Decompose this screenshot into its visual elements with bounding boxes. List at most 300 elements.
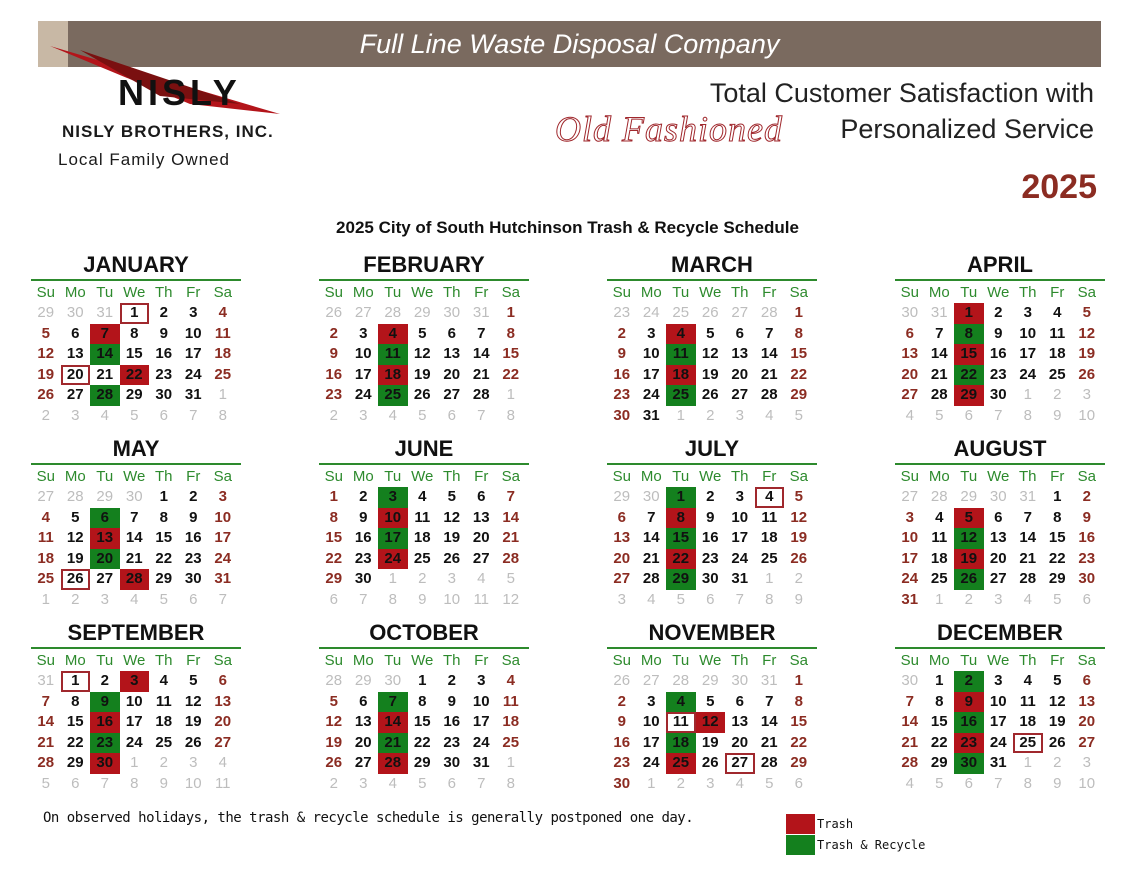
calendar-day: 1 — [666, 487, 696, 508]
calendar-day: 26 — [443, 549, 461, 567]
weekday-header: Th — [442, 468, 461, 485]
adjacent-month-day: 9 — [1053, 774, 1062, 792]
month-august — [895, 434, 1105, 610]
slogan-line-1: Total Customer Satisfaction with — [709, 78, 1094, 108]
calendar-day: 22 — [120, 365, 150, 386]
calendar-day: 28 — [760, 754, 778, 771]
weekday-header: We — [699, 468, 722, 485]
calendar-day: 23 — [90, 733, 120, 754]
weekday-header: Mo — [64, 652, 86, 669]
calendar-day: 15 — [325, 529, 343, 546]
calendar-day: 29 — [413, 754, 431, 771]
calendar-day: 31 — [642, 406, 660, 424]
calendar-day: 22 — [502, 365, 520, 383]
calendar-day: 15 — [954, 344, 984, 365]
calendar-day: 23 — [701, 549, 719, 567]
month-name: JANUARY — [31, 250, 241, 281]
calendar-day: 16 — [1078, 529, 1096, 546]
calendar-day: 29 — [66, 754, 84, 771]
adjacent-month-day: 30 — [901, 304, 919, 321]
month-name: JUNE — [319, 434, 529, 465]
adjacent-month-day: 2 — [1053, 754, 1062, 771]
weekday-header: Su — [324, 652, 343, 669]
calendar-day: 15 — [155, 529, 173, 546]
calendar-day: 2 — [447, 672, 456, 689]
month-days-grid — [895, 651, 1105, 794]
calendar-day: 16 — [701, 529, 719, 546]
weekday-header: Th — [730, 468, 749, 485]
logo-wordmark: NISLY — [118, 72, 241, 113]
calendar-day: 20 — [731, 733, 749, 751]
calendar-day: 27 — [96, 570, 114, 587]
calendar-day: 26 — [1078, 365, 1096, 383]
calendar-day: 24 — [901, 570, 919, 587]
calendar-day: 13 — [354, 713, 372, 730]
month-days-grid — [607, 651, 817, 794]
calendar-day: 2 — [159, 304, 168, 321]
calendar-day: 7 — [90, 324, 120, 345]
calendar-day: 25 — [930, 570, 948, 587]
calendar-day: 19 — [1048, 713, 1066, 730]
adjacent-month-day: 6 — [447, 774, 456, 792]
adjacent-month-day: 4 — [477, 570, 486, 587]
calendar-day: 28 — [502, 549, 520, 567]
adjacent-month-day: 3 — [447, 570, 456, 587]
calendar-day: 1 — [329, 488, 338, 505]
calendar-day: 1 — [120, 303, 150, 324]
adjacent-month-day: 1 — [41, 590, 50, 608]
calendar-day: 29 — [930, 754, 948, 771]
adjacent-month-day: 28 — [66, 488, 84, 505]
calendar-day: 19 — [954, 549, 984, 570]
adjacent-month-day: 27 — [901, 488, 919, 505]
calendar-day: 5 — [1053, 672, 1062, 689]
calendar-day: 6 — [617, 508, 626, 526]
month-name: AUGUST — [895, 434, 1105, 465]
adjacent-month-day: 30 — [642, 488, 660, 505]
adjacent-month-day: 28 — [672, 672, 690, 689]
calendar-day: 2 — [100, 672, 109, 689]
adjacent-month-day: 1 — [676, 406, 685, 424]
weekday-header: Tu — [672, 284, 690, 301]
calendar-day: 23 — [1078, 549, 1096, 567]
weekday-header: Th — [730, 284, 749, 301]
adjacent-month-day: 2 — [964, 590, 973, 608]
calendar-day: 18 — [930, 549, 948, 567]
adjacent-month-day: 8 — [1023, 406, 1032, 424]
calendar-day: 11 — [378, 344, 408, 365]
weekday-header: Sa — [213, 468, 232, 485]
calendar-day: 2 — [706, 488, 715, 505]
calendar-day: 29 — [790, 754, 808, 771]
calendar-day: 16 — [613, 733, 631, 751]
month-april — [895, 250, 1105, 426]
calendar-day: 18 — [1019, 713, 1037, 730]
calendar-day: 17 — [642, 365, 660, 383]
calendar-day: 17 — [184, 345, 202, 362]
calendar-day: 21 — [37, 733, 55, 751]
weekday-header: Tu — [672, 468, 690, 485]
calendar-day: 25 — [155, 733, 173, 751]
calendar-day: 18 — [666, 733, 696, 754]
adjacent-month-day: 8 — [765, 590, 774, 608]
calendar-day: 26 — [184, 733, 202, 751]
calendar-day: 22 — [66, 733, 84, 751]
calendar-day: 25 — [1013, 733, 1043, 754]
calendar-day: 20 — [901, 365, 919, 383]
weekday-header: Th — [730, 652, 749, 669]
calendar-day: 27 — [214, 733, 232, 751]
month-november — [607, 618, 817, 794]
adjacent-month-day: 6 — [71, 774, 80, 792]
calendar-day: 20 — [214, 713, 232, 730]
adjacent-month-day: 5 — [159, 590, 168, 608]
calendar-day: 12 — [790, 508, 808, 526]
weekday-header: Sa — [213, 284, 232, 301]
calendar-day: 2 — [994, 304, 1003, 321]
calendar-day: 19 — [701, 365, 719, 383]
weekday-header: Tu — [384, 468, 402, 485]
calendar-day: 14 — [1019, 529, 1037, 546]
adjacent-month-day: 28 — [760, 304, 778, 321]
adjacent-month-day: 7 — [735, 590, 744, 608]
calendar-day: 12 — [443, 508, 461, 526]
calendar-day: 29 — [954, 385, 984, 406]
calendar-day: 6 — [735, 324, 744, 342]
adjacent-month-day: 5 — [41, 774, 50, 792]
calendar-day: 4 — [1023, 672, 1032, 689]
calendar-day: 10 — [125, 692, 143, 710]
adjacent-month-day: 30 — [443, 304, 461, 321]
calendar-day: 4 — [935, 508, 944, 526]
calendar-day: 20 — [1078, 713, 1096, 730]
calendar-day: 22 — [413, 733, 431, 751]
calendar-day: 12 — [37, 345, 55, 362]
weekday-header: Th — [154, 468, 173, 485]
calendar-day: 28 — [37, 754, 55, 771]
calendar-day: 6 — [994, 508, 1003, 526]
calendar-day: 13 — [901, 345, 919, 362]
calendar-day: 9 — [617, 345, 626, 362]
calendar-day: 9 — [359, 508, 368, 526]
calendar-day: 27 — [901, 386, 919, 403]
calendar-day: 13 — [1078, 692, 1096, 710]
calendar-day: 4 — [755, 487, 785, 508]
calendar-day: 11 — [666, 712, 696, 733]
adjacent-month-day: 1 — [218, 386, 227, 403]
calendar-day: 14 — [901, 713, 919, 730]
month-february — [319, 250, 529, 426]
adjacent-month-day: 8 — [1023, 774, 1032, 792]
adjacent-month-day: 31 — [37, 672, 55, 689]
calendar-day: 3 — [647, 692, 656, 710]
calendar-day: 8 — [130, 324, 139, 342]
adjacent-month-day: 2 — [159, 754, 168, 771]
calendar-day: 23 — [954, 733, 984, 754]
calendar-day: 27 — [989, 570, 1007, 587]
adjacent-month-day: 5 — [418, 406, 427, 424]
calendar-day: 18 — [1048, 345, 1066, 362]
weekday-header: Th — [154, 284, 173, 301]
calendar-day: 31 — [184, 386, 202, 403]
company-tagline: Local Family Owned — [58, 150, 231, 169]
calendar-day: 4 — [1053, 304, 1062, 321]
calendar-day: 8 — [506, 324, 515, 342]
weekday-header: Th — [154, 652, 173, 669]
calendar-day: 24 — [378, 549, 408, 570]
month-september — [31, 618, 241, 794]
adjacent-month-day: 9 — [418, 590, 427, 608]
adjacent-month-day: 27 — [731, 304, 749, 321]
calendar-day: 19 — [413, 365, 431, 383]
adjacent-month-day: 5 — [130, 406, 139, 424]
calendar-day: 10 — [989, 692, 1007, 710]
weekday-header: Th — [442, 652, 461, 669]
month-name: MAY — [31, 434, 241, 465]
calendar-day: 2 — [954, 671, 984, 692]
weekday-header: Tu — [384, 652, 402, 669]
calendar-day: 18 — [666, 365, 696, 386]
weekday-header: Mo — [928, 652, 950, 669]
calendar-day: 30 — [701, 570, 719, 587]
month-december — [895, 618, 1105, 794]
month-days-grid — [319, 467, 529, 610]
adjacent-month-day: 23 — [613, 304, 631, 321]
adjacent-month-day: 5 — [676, 590, 685, 608]
calendar-day: 13 — [731, 345, 749, 362]
weekday-header: Su — [900, 468, 919, 485]
adjacent-month-day: 2 — [676, 774, 685, 792]
weekday-header: Tu — [960, 652, 978, 669]
calendar-day: 15 — [790, 345, 808, 362]
adjacent-month-day: 30 — [66, 304, 84, 321]
adjacent-month-day: 10 — [443, 590, 461, 608]
weekday-header: Su — [612, 468, 631, 485]
calendar-day: 27 — [613, 570, 631, 587]
weekday-header: Sa — [501, 468, 520, 485]
calendar-day: 19 — [1078, 345, 1096, 362]
calendar-day: 7 — [506, 488, 515, 505]
calendar-day: 24 — [472, 733, 490, 751]
calendar-day: 3 — [905, 508, 914, 526]
schedule-title: 2025 City of South Hutchinson Trash & Recycle Schedule — [336, 218, 799, 237]
adjacent-month-day: 4 — [388, 774, 397, 792]
calendar-day: 27 — [354, 754, 372, 771]
calendar-day: 14 — [90, 344, 120, 365]
calendar-day: 6 — [477, 488, 486, 505]
adjacent-month-day: 7 — [218, 590, 227, 608]
adjacent-month-day: 4 — [1023, 590, 1032, 608]
calendar-day: 15 — [1048, 529, 1066, 546]
calendar-day: 26 — [701, 754, 719, 771]
month-june — [319, 434, 529, 610]
calendar-day: 10 — [642, 345, 660, 362]
adjacent-month-day: 27 — [37, 488, 55, 505]
adjacent-month-day: 25 — [672, 304, 690, 321]
adjacent-month-day: 29 — [960, 488, 978, 505]
weekday-header: We — [699, 652, 722, 669]
calendar-day: 18 — [155, 713, 173, 730]
calendar-day: 18 — [214, 345, 232, 362]
calendar-day: 10 — [354, 345, 372, 362]
calendar-day: 5 — [418, 324, 427, 342]
adjacent-month-day: 4 — [647, 590, 656, 608]
calendar-day: 9 — [90, 692, 120, 713]
calendar-day: 26 — [413, 386, 431, 403]
calendar-day: 25 — [666, 385, 696, 406]
adjacent-month-day: 29 — [701, 672, 719, 689]
calendar-day: 30 — [155, 386, 173, 403]
calendar-day: 16 — [184, 529, 202, 546]
calendar-day: 19 — [790, 529, 808, 546]
calendar-day: 24 — [989, 733, 1007, 751]
adjacent-month-day: 3 — [617, 590, 626, 608]
calendar-day: 26 — [954, 569, 984, 590]
calendar-day: 3 — [120, 671, 150, 692]
calendar-day: 9 — [954, 692, 984, 713]
month-march — [607, 250, 817, 426]
weekday-header: We — [123, 284, 146, 301]
weekday-header: Th — [442, 284, 461, 301]
adjacent-month-day: 5 — [506, 570, 515, 587]
calendar-day: 14 — [502, 508, 520, 526]
adjacent-month-day: 5 — [418, 774, 427, 792]
adjacent-month-day: 31 — [472, 304, 490, 321]
weekday-header: Sa — [501, 284, 520, 301]
calendar-day: 7 — [935, 324, 944, 342]
calendar-day: 31 — [901, 590, 919, 608]
adjacent-month-day: 3 — [100, 590, 109, 608]
calendar-day: 21 — [502, 529, 520, 546]
calendar-day: 20 — [731, 365, 749, 383]
calendar-day: 18 — [413, 529, 431, 546]
weekday-header: Su — [324, 284, 343, 301]
calendar-day: 4 — [418, 488, 427, 505]
weekday-header: We — [411, 284, 434, 301]
calendar-day: 14 — [642, 529, 660, 546]
calendar-day: 13 — [214, 692, 232, 710]
month-name: FEBRUARY — [319, 250, 529, 281]
calendar-day: 9 — [329, 345, 338, 362]
calendar-day: 13 — [613, 529, 631, 546]
calendar-day: 24 — [125, 733, 143, 751]
adjacent-month-day: 5 — [1053, 590, 1062, 608]
weekday-header: We — [123, 652, 146, 669]
calendar-day: 25 — [37, 570, 55, 587]
calendar-day: 10 — [1019, 324, 1037, 342]
calendar-day: 22 — [155, 549, 173, 567]
adjacent-month-day: 6 — [1082, 590, 1091, 608]
adjacent-month-day: 11 — [214, 774, 231, 792]
calendar-day: 18 — [378, 365, 408, 386]
calendar-day: 11 — [37, 529, 54, 546]
adjacent-month-day: 5 — [765, 774, 774, 792]
calendar-day: 1 — [1053, 488, 1062, 505]
calendar-day: 27 — [731, 386, 749, 403]
calendar-day: 7 — [477, 324, 486, 342]
weekday-header: Su — [36, 652, 55, 669]
calendar-day: 8 — [794, 692, 803, 710]
calendar-day: 25 — [760, 549, 778, 567]
calendar-day: 11 — [214, 324, 231, 342]
weekday-header: Sa — [789, 652, 808, 669]
calendar-day: 14 — [760, 345, 778, 362]
calendar-day: 9 — [617, 713, 626, 730]
adjacent-month-day: 30 — [125, 488, 143, 505]
calendar-day: 17 — [989, 713, 1007, 730]
adjacent-month-day: 1 — [765, 570, 774, 587]
adjacent-month-day: 1 — [506, 754, 515, 771]
calendar-day: 20 — [354, 733, 372, 751]
calendar-day: 29 — [125, 386, 143, 403]
calendar-day: 3 — [735, 488, 744, 505]
calendar-day: 21 — [901, 733, 919, 751]
calendar-day: 13 — [443, 345, 461, 362]
calendar-day: 30 — [954, 753, 984, 774]
adjacent-month-day: 7 — [359, 590, 368, 608]
calendar-day: 15 — [502, 345, 520, 362]
weekday-header: Fr — [1050, 284, 1065, 301]
adjacent-month-day: 26 — [613, 672, 631, 689]
calendar-day: 22 — [666, 549, 696, 570]
weekday-header: Sa — [1077, 284, 1096, 301]
calendar-day: 24 — [642, 386, 660, 403]
adjacent-month-day: 5 — [935, 406, 944, 424]
adjacent-month-day: 28 — [384, 304, 402, 321]
adjacent-month-day: 5 — [794, 406, 803, 424]
calendar-day: 17 — [901, 549, 919, 567]
calendar-day: 20 — [61, 365, 91, 386]
month-name: NOVEMBER — [607, 618, 817, 649]
adjacent-month-day: 10 — [184, 774, 202, 792]
calendar-day: 1 — [61, 671, 91, 692]
adjacent-month-day: 27 — [354, 304, 372, 321]
calendar-day: 4 — [506, 672, 515, 689]
calendar-day: 16 — [155, 345, 173, 362]
calendar-day: 13 — [989, 529, 1007, 546]
adjacent-month-day: 2 — [1053, 386, 1062, 403]
calendar-day: 3 — [378, 487, 408, 508]
calendar-day: 6 — [735, 692, 744, 710]
adjacent-month-day: 6 — [189, 590, 198, 608]
weekday-header: Fr — [762, 652, 777, 669]
weekday-header: Fr — [186, 652, 201, 669]
calendar-day: 29 — [666, 569, 696, 590]
calendar-day: 29 — [155, 570, 173, 587]
adjacent-month-day: 3 — [735, 406, 744, 424]
calendar-day: 12 — [184, 692, 202, 710]
calendar-day: 3 — [218, 488, 227, 505]
calendar-day: 8 — [935, 692, 944, 710]
calendar-day: 30 — [613, 774, 631, 792]
weekday-header: Fr — [186, 468, 201, 485]
weekday-header: Mo — [928, 468, 950, 485]
calendar-day: 30 — [613, 406, 631, 424]
weekday-header: Su — [612, 284, 631, 301]
calendar-day: 22 — [1048, 549, 1066, 567]
calendar-day: 3 — [359, 324, 368, 342]
month-days-grid — [607, 467, 817, 610]
adjacent-month-day: 8 — [130, 774, 139, 792]
weekday-header: Mo — [64, 468, 86, 485]
calendar-day: 12 — [1078, 324, 1096, 342]
calendar-day: 11 — [414, 508, 431, 526]
weekday-header: Tu — [960, 468, 978, 485]
calendar-day: 10 — [642, 713, 660, 730]
adjacent-month-day: 26 — [701, 304, 719, 321]
calendar-day: 11 — [666, 344, 696, 365]
calendar-day: 24 — [184, 365, 202, 383]
